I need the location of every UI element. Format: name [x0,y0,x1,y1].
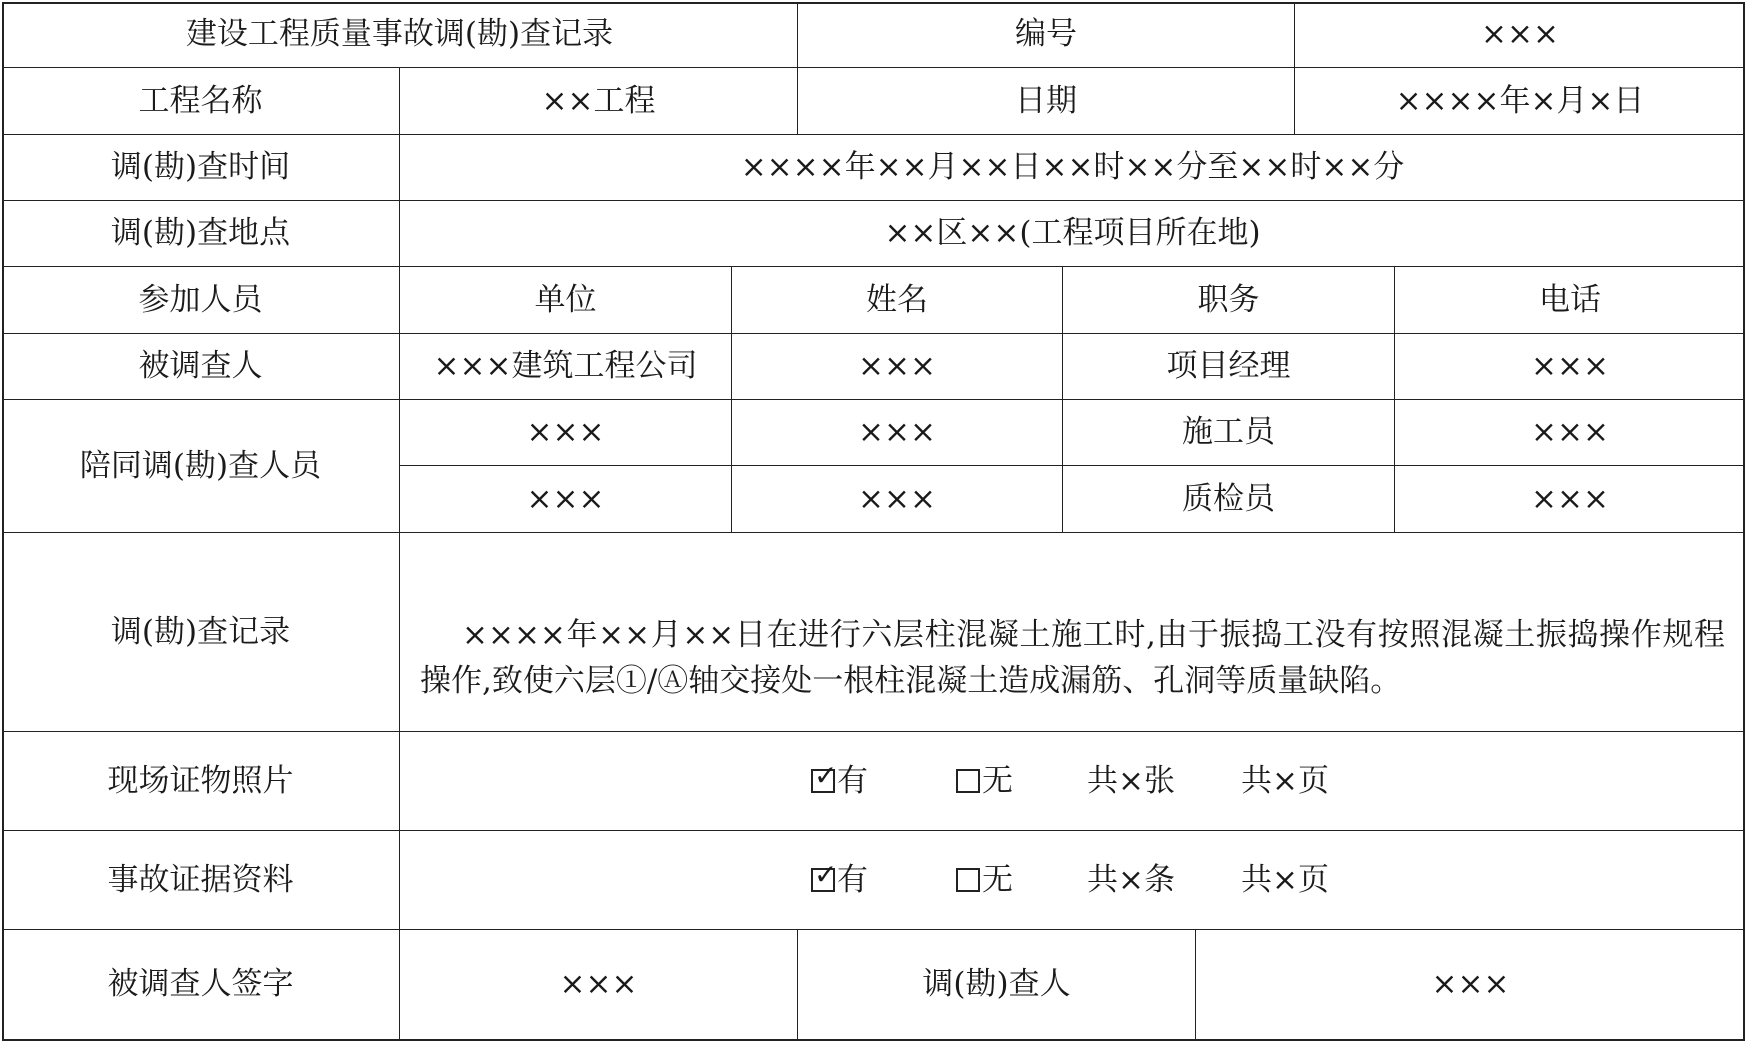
number-label: 编号 [1015,16,1077,52]
evidence-no-checkbox[interactable] [956,868,980,892]
number-value: ××× [1481,16,1559,52]
accompanying-unit: ××× [526,480,605,517]
investigation-time-value: ××××年××月××日××时××分至××时××分 [740,149,1405,185]
accompanying-phone: ××× [1531,480,1609,517]
evidence-options [400,831,1745,929]
checkmark-icon: ✓ [814,858,838,891]
investigated-unit: ×××建筑工程公司 [433,348,698,384]
evidence-yes-option[interactable] [811,858,868,898]
investigation-place-value: ××区××(工程项目所在地) [884,215,1261,251]
column-header-phone: 电话 [1539,281,1601,318]
record-text: ××××年××月××日在进行六层柱混凝土施工时,由于振捣工没有按照混凝土振捣操作规程操作,致使六层①/Ⓐ轴交接处一根柱混凝土造成漏筋、孔洞等质量缺陷。 [420,617,1725,699]
date-label: 日期 [1015,82,1077,119]
evidence-label: 事故证据资料 [107,861,294,898]
photos-label: 现场证物照片 [107,762,294,799]
checkmark-icon: ✓ [814,759,838,792]
photos-no-checkbox[interactable] [956,769,980,793]
investigated-position: 项目经理 [1166,348,1291,384]
accompanying-label: 陪同调(勘)查人员 [79,447,322,484]
investigated-signature-value: ××× [559,966,638,1002]
form-title: 建设工程质量事故调(勘)查记录 [185,16,614,52]
investigation-time-label: 调(勘)查时间 [110,149,291,185]
accompanying-name: ××× [858,414,936,450]
accompanying-position: 施工员 [1182,414,1275,450]
evidence-yes-checkbox[interactable] [811,858,838,892]
project-name-value: ××工程 [541,82,656,119]
evidence-yes-label: 有 [837,861,868,898]
column-header-name: 姓名 [866,281,928,318]
column-header-unit: 单位 [534,281,597,318]
photos-yes-checkbox[interactable] [811,759,838,793]
evidence-count: 共×条 [1087,861,1175,898]
photos-yes-option[interactable] [811,759,868,799]
record-label: 调(勘)查记录 [110,613,291,650]
photos-count: 共×张 [1087,762,1175,799]
photos-options [400,732,1745,830]
date-value: ××××年×月×日 [1395,82,1645,119]
photos-yes-label: 有 [837,762,868,799]
investigator-value: ××× [1431,966,1510,1002]
photos-pages: 共×页 [1240,762,1329,799]
investigation-place-label: 调(勘)查地点 [110,215,291,251]
evidence-no-label: 无 [982,861,1013,898]
investigated-name: ××× [858,348,936,384]
accompanying-phone: ××× [1531,414,1609,450]
photos-no-label: 无 [982,762,1013,799]
investigated-person-label: 被调查人 [138,348,263,384]
participants-label: 参加人员 [138,281,263,318]
evidence-no-option[interactable] [956,861,1013,898]
accompanying-unit: ××× [526,414,605,450]
accompanying-name: ××× [858,480,936,517]
investigated-phone: ××× [1531,348,1609,384]
photos-no-option[interactable] [956,762,1013,799]
investigator-label: 调(勘)查人 [922,966,1071,1002]
investigated-signature-label: 被调查人签字 [107,966,294,1002]
evidence-pages: 共×页 [1240,861,1329,898]
accompanying-position: 质检员 [1182,480,1275,517]
project-name-label: 工程名称 [138,82,263,119]
column-header-position: 职务 [1197,281,1260,318]
